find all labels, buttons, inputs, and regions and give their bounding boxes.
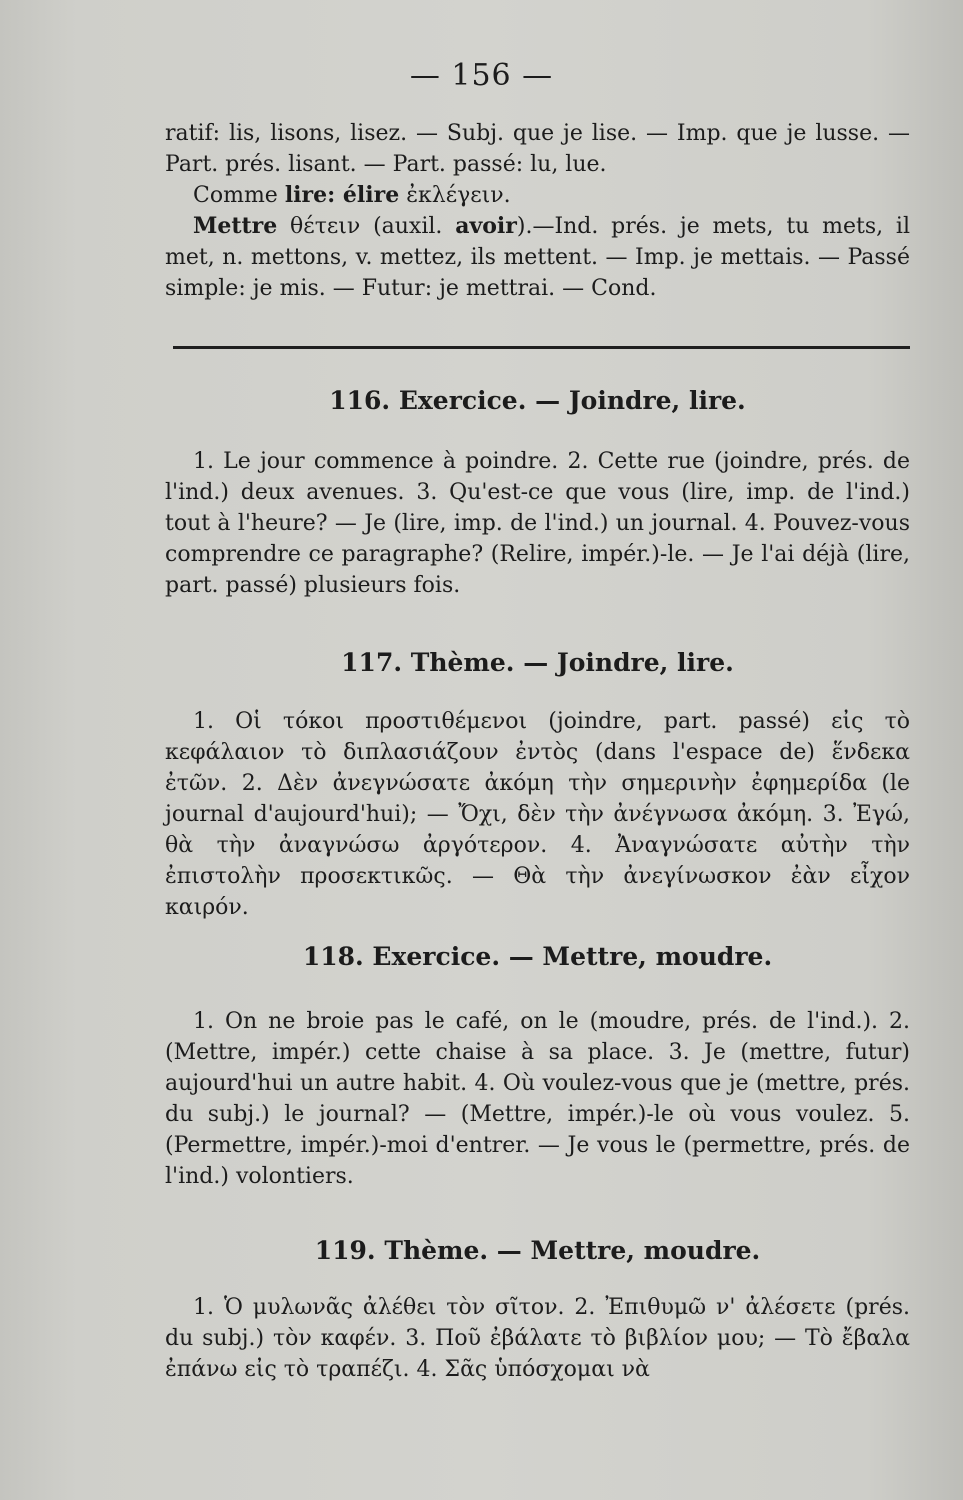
section-title: 117. Thème. — Joindre, lire. <box>341 648 734 677</box>
section-body: 1. Οἱ τόκοι προστιθέμενοι (joindre, part. passé) εἰς τὸ κεφάλαιον τὸ διπλασιάζουν ἐντὸς (dans l'espace de) ἕνδεκα ἐτῶν. 2. Δὲν ἀνεγνώσατε ἀκόμη τὴν σημερινὴν ἐφημερίδα (le journal d'aujourd'hui); — Ὄχι, δὲν τὴν ἀνέγνωσα ἀκόμη. 3. Ἐγώ, θὰ τὴν ἀναγνώσω ἀργότερον. 4. Ἀναγνώσατε αὐτὴν τὴν ἐπιστολὴν προσεκτικῶς. — Θὰ τὴν ἀνεγίνωσκον ἐὰν εἶχον καιρόν. <box>165 709 910 920</box>
bold-term: lire: élire <box>284 182 400 208</box>
page-number: — 156 — <box>409 58 554 93</box>
section-title: 116. Exercice. — Joindre, lire. <box>329 386 746 415</box>
section-body: 1. On ne broie pas le café, on le (moudre, prés. de l'ind.). 2. (Mettre, impér.) cette chaise à sa place. 3. Je (mettre, futur) aujourd'hui un autre habit. 4. Où voulez-vous que je (mettre, prés. du subj.) le journal? — (Mettre, impér.)-le où vous voulez. 5. (Permettre, impér.)-moi d'entrer. — Je vous le (permettre, prés. de l'ind.) volontiers. <box>165 1009 910 1189</box>
section-title: 119. Thème. — Mettre, moudre. <box>314 1236 761 1265</box>
section-divider <box>173 346 910 349</box>
section-title: 118. Exercice. — Mettre, moudre. <box>302 942 773 971</box>
bold-term: Mettre <box>193 213 278 239</box>
intro-line-1: ratif: lis, lisons, lisez. — Subj. que je lise. — Imp. que je lusse. — Part. prés. lisant. — Part. passé: lu, lue. <box>165 121 910 177</box>
section-body: 1. Ὁ μυλωνᾶς ἀλέθει τὸν σῖτον. 2. Ἐπιθυμῶ ν' ἀλέσετε (prés. du subj.) τὸν καφέν. 3. Ποῦ ἐβάλατε τὸ βιβλίον μου; — Τὸ ἔβαλα ἐπάνω εἰς τὸ τραπέζι. 4. Σᾶς ὑπόσχομαι νὰ <box>165 1295 910 1382</box>
section-body: 1. Le jour commence à poindre. 2. Cette rue (joindre, prés. de l'ind.) deux avenues. 3. Qu'est-ce que vous (lire, imp. de l'ind.) tout à l'heure? — Je (lire, imp. de l'ind.) un journal. 4. Pouvez-vous comprendre ce paragraphe? (Relire, impér.)-le. — Je l'ai déjà (lire, part. passé) plusieurs fois. <box>165 449 910 598</box>
intro-line-3: Mettre θέτειν (auxil. avoir).—Ind. prés. je mets, tu mets, il met, n. mettons, v. mettez, ils mettent. — Imp. je mettais. — Passé simple: je mis. — Futur: je mettrai. — Cond. <box>165 213 910 301</box>
intro-paragraph <box>165 118 910 304</box>
bold-term: avoir <box>455 213 517 239</box>
intro-line-2: Comme lire: élire ἐκλέγειν. <box>193 182 511 208</box>
